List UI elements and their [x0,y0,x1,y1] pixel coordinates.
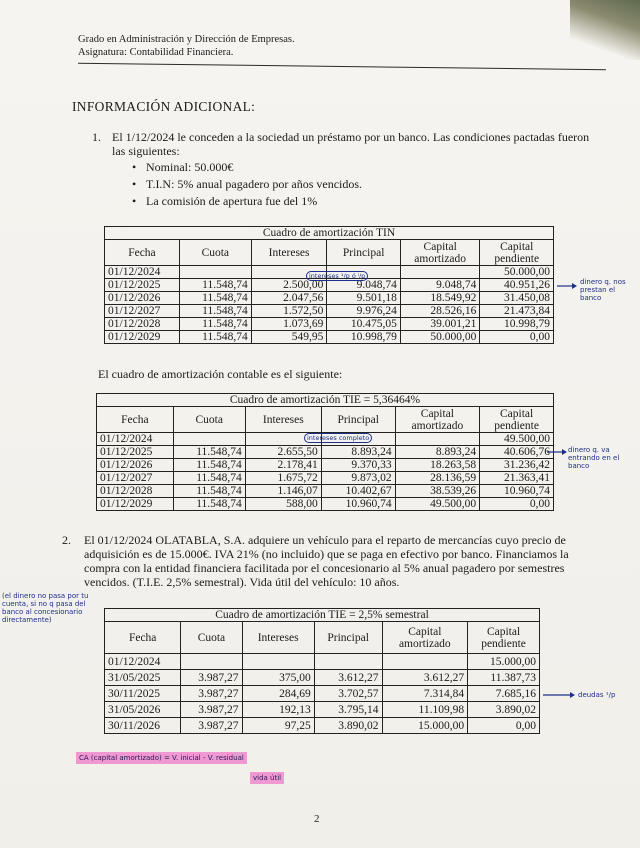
cell: 28.136,59 [395,472,480,485]
cell: 3.795,14 [314,702,382,718]
bullet-item: • Nominal: 50.000€ [132,160,362,174]
table-row [105,305,554,318]
cell: 9.370,33 [321,459,395,472]
cell: 40.951,26 [480,279,554,292]
cell: 2.178,41 [245,459,321,472]
col-header: Fecha [105,240,180,266]
item2-text-line: vencidos. (T.I.E. 2,5% semestral). Vida útil del vehículo: 10 años. [84,575,400,589]
corner-shadow [570,0,640,60]
header-rule [78,63,606,70]
cell: 375,00 [242,670,314,686]
table-row [105,718,540,734]
cell: 40.606,76 [480,446,554,459]
page-number: 2 [314,813,320,825]
col-header: Intereses [251,240,327,266]
cell: 11.548,74 [179,305,251,318]
cell: 0,00 [480,331,554,344]
cell: 15.000,00 [382,718,468,734]
table-row [97,472,554,485]
col-header: Principal [321,407,395,433]
cell: 1.572,50 [251,305,327,318]
cell: 21.473,84 [480,305,554,318]
highlighted-formula: CA (capital amortizado) = V. inicial - V. residual [76,752,247,764]
table-row [97,498,554,511]
table-tie-semestral [104,608,540,734]
table-caption: Cuadro de amortización TIN [105,227,554,240]
cell: 01/12/2026 [97,459,174,472]
table-tin [104,226,554,344]
item1-text-line2: las siguientes: [112,144,180,158]
col-header: Principal [314,622,382,654]
cell: 01/12/2024 [97,433,174,446]
cell: 01/12/2029 [97,498,174,511]
cell [395,433,480,446]
cell: 192,13 [242,702,314,718]
col-header: Principal [327,240,401,266]
table-row [105,702,540,718]
cell: 01/12/2025 [105,279,180,292]
cell: 10.998,79 [327,331,401,344]
cell: 11.548,74 [173,446,245,459]
cell: 01/12/2029 [105,331,180,344]
cell: 01/12/2024 [105,266,180,279]
paragraph-text: El cuadro de amortización contable es el siguiente: [98,367,343,381]
cell: 01/12/2027 [97,472,174,485]
cell: 0,00 [468,718,540,734]
cell: 50.000,00 [480,266,554,279]
table-row [97,485,554,498]
cell: 10.960,74 [480,485,554,498]
cell: 11.548,74 [173,472,245,485]
cell: 588,00 [245,498,321,511]
cell: 9.873,02 [321,472,395,485]
cell: 3.612,27 [314,670,382,686]
cell: 10.998,79 [480,318,554,331]
cell: 7.685,16 [468,686,540,702]
col-header: Capital amortizado [395,407,480,433]
cell: 9.048,74 [327,279,401,292]
highlighted-formula-denominator: vida útil [250,772,284,784]
cell: 21.363,41 [480,472,554,485]
cell: 2.500,00 [251,279,327,292]
item2-text-line: adquisición es de 15.000€. IVA 21% (no incluido) que se paga en efectivo por banco. Financiamos la [84,547,569,561]
cell [173,433,245,446]
cell: 28.526,16 [400,305,479,318]
arrow-icon [546,448,568,456]
cell: 49.500,00 [480,433,554,446]
cell: 11.548,74 [173,459,245,472]
col-header: Fecha [97,407,174,433]
cell: 97,25 [242,718,314,734]
item1-text-line1: El 1/12/2024 le conceden a la sociedad un préstamo por un banco. Las condiciones pactadas fueron [112,130,590,144]
cell: 549,95 [251,331,327,344]
cell: 3.612,27 [382,670,468,686]
item1-bullets [132,160,362,208]
cell: 11.548,74 [179,292,251,305]
cell: 11.548,74 [179,318,251,331]
table-tie [96,393,554,511]
cell [242,654,314,670]
cell: 7.314,84 [382,686,468,702]
cell: 284,69 [242,686,314,702]
cell: 11.387,73 [468,670,540,686]
cell: 18.549,92 [400,292,479,305]
table-row [105,292,554,305]
col-header: Fecha [105,622,181,654]
handwritten-note: dinero q. nos prestan el banco [580,278,626,302]
col-header: Capital pendiente [480,407,554,433]
col-header: Capital amortizado [400,240,479,266]
cell: 01/12/2025 [97,446,174,459]
cell: 1.675,72 [245,472,321,485]
col-header: Cuota [181,622,242,654]
cell: 2.047,56 [251,292,327,305]
cell: 3.987,27 [181,718,242,734]
table-row [105,686,540,702]
cell: 3.987,27 [181,670,242,686]
table-row [105,670,540,686]
cell: 38.539,26 [395,485,480,498]
bullet-item: • La comisión de apertura fue del 1% [132,194,362,208]
item1-number: 1. [92,130,101,144]
cell: 31/05/2025 [105,670,181,686]
cell: 1.146,07 [245,485,321,498]
cell: 1.073,69 [251,318,327,331]
cell: 11.548,74 [179,331,251,344]
cell: 01/12/2026 [105,292,180,305]
arrow-icon [542,691,576,699]
cell: 2.655,50 [245,446,321,459]
cell: 30/11/2025 [105,686,181,702]
cell: 3.987,27 [181,702,242,718]
cell [382,654,468,670]
cell: 30/11/2026 [105,718,181,734]
cell: 31.236,42 [480,459,554,472]
table-row [105,654,540,670]
table-caption: Cuadro de amortización TIE = 5,36464% [97,394,554,407]
col-header: Capital amortizado [382,622,468,654]
cell: 31.450,08 [480,292,554,305]
table-caption: Cuadro de amortización TIE = 2,5% semestral [105,609,540,622]
cell [179,266,251,279]
col-header: Capital pendiente [468,622,540,654]
col-header: Cuota [173,407,245,433]
table-row [97,446,554,459]
col-header: Intereses [242,622,314,654]
handwritten-note: intereses completo [304,433,372,443]
cell: 10.402,67 [321,485,395,498]
cell: 01/12/2028 [97,485,174,498]
cell: 01/12/2028 [105,318,180,331]
table-row [105,318,554,331]
cell: 10.475,05 [327,318,401,331]
cell [181,654,242,670]
cell: 3.987,27 [181,686,242,702]
col-header: Capital pendiente [480,240,554,266]
cell: 11.548,74 [173,485,245,498]
arrow-icon [556,282,578,290]
cell: 3.702,57 [314,686,382,702]
handwritten-note: deudas ¹/p [578,691,616,699]
cell: 8.893,24 [321,446,395,459]
cell [400,266,479,279]
handwritten-note: dinero q. va entrando en el banco [568,446,620,470]
item2-text-line: compra con la entidad financiera facilitada por el concesionario al 5% anual pagadero por semestres [84,561,565,575]
handwritten-note: (el dinero no pasa por tu cuenta, si no q pasa del banco al concesionario directamente) [2,592,89,624]
cell: 18.263,58 [395,459,480,472]
section-title: INFORMACIÓN ADICIONAL: [72,99,256,114]
cell: 11.548,74 [173,498,245,511]
cell: 11.548,74 [179,279,251,292]
cell [314,654,382,670]
cell: 9.976,24 [327,305,401,318]
handwritten-note: intereses ¹/p ó ˡ/p [306,271,368,281]
cell: 39.001,21 [400,318,479,331]
header-subject: Asignatura: Contabilidad Financiera. [78,47,234,58]
cell: 3.890,02 [314,718,382,734]
cell: 31/05/2026 [105,702,181,718]
header-degree: Grado en Administración y Dirección de Empresas. [78,34,295,45]
table-row [97,459,554,472]
item2-number: 2. [62,533,71,547]
cell: 11.109,98 [382,702,468,718]
cell: 8.893,24 [395,446,480,459]
cell: 49.500,00 [395,498,480,511]
item2-text-line: El 01/12/2024 OLATABLA, S.A. adquiere un vehículo para el reparto de mercancías cuyo precio de [84,533,566,547]
col-header: Intereses [245,407,321,433]
cell: 10.960,74 [321,498,395,511]
cell: 01/12/2027 [105,305,180,318]
cell: 9.048,74 [400,279,479,292]
cell: 15.000,00 [468,654,540,670]
cell: 3.890,02 [468,702,540,718]
cell: 0,00 [480,498,554,511]
col-header: Cuota [179,240,251,266]
bullet-item: • T.I.N: 5% anual pagadero por años vencidos. [132,177,362,191]
cell: 01/12/2024 [105,654,181,670]
cell: 9.501,18 [327,292,401,305]
table-row [105,331,554,344]
cell: 50.000,00 [400,331,479,344]
